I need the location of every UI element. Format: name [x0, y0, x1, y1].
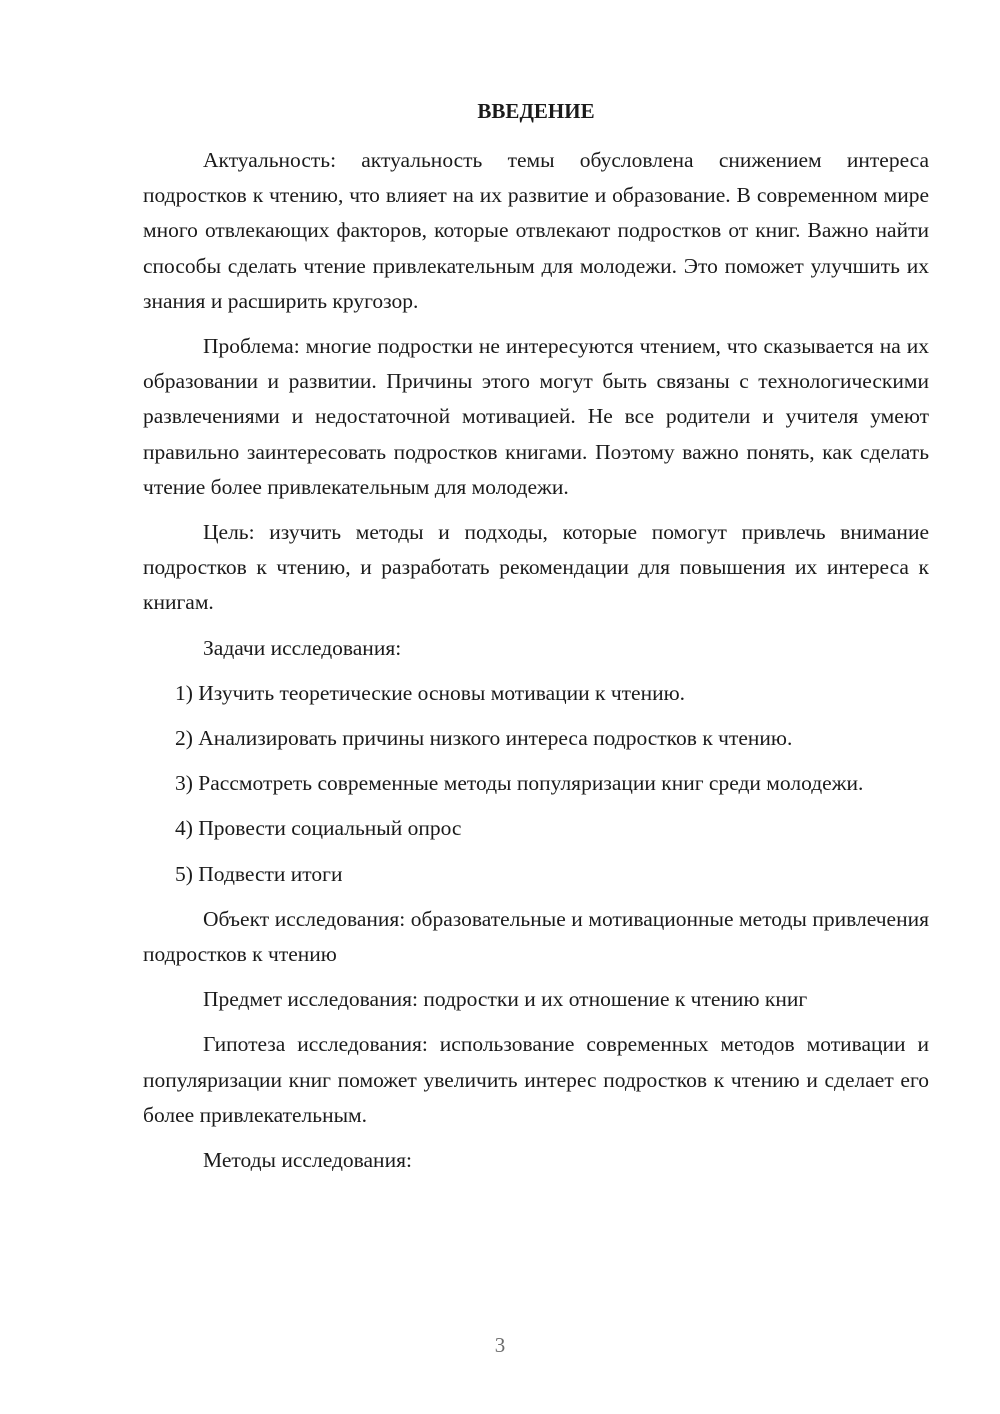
document-page	[143, 0, 929, 1414]
body-text	[143, 143, 929, 1188]
page-number: 3	[494, 1333, 506, 1357]
paragraph-relevance: Актуальность: актуальность темы обусловлена снижением интереса подростков к чтению, что влияет на их развитие и образование. В современном мире много отвлекающих факторов, которые отвлекают подростков от книг. Важно найти способы сделать чтение привлекательным для молодежи. Это поможет улучшить их знания и расширить кругозор.	[143, 148, 929, 313]
section-title: ВВЕДЕНИЕ	[477, 99, 595, 123]
paragraph-object: Объект исследования: образовательные и мотивационные методы привлечения подростков к чтению	[143, 906, 929, 967]
paragraph-problem: Проблема: многие подростки не интересуются чтением, что сказывается на их образовании и развитии. Причины этого могут быть связаны с технологическими развлечениями и недостаточной мотивацией. Не все родители и учителя умеют правильно заинтересовать подростков книгами. Поэтому важно понять, как сделать чтение более привлекательным для молодежи.	[143, 334, 929, 499]
paragraph-subject: Предмет исследования: подростки и их отношение к чтению книг	[203, 987, 808, 1012]
task-item-4: 4) Провести социальный опрос	[175, 816, 462, 841]
task-item-5: 5) Подвести итоги	[175, 861, 343, 886]
paragraph-methods: Методы исследования:	[203, 1148, 412, 1173]
paragraph-tasks-heading: Задачи исследования:	[203, 635, 402, 660]
task-item-1: 1) Изучить теоретические основы мотивации к чтению.	[175, 680, 686, 705]
task-item-3: 3) Рассмотреть современные методы популяризации книг среди молодежи.	[175, 771, 864, 796]
task-item-2: 2) Анализировать причины низкого интереса подростков к чтению.	[175, 726, 793, 751]
paragraph-hypothesis: Гипотеза исследования: использование современных методов мотивации и популяризации книг поможет увеличить интерес подростков к чтению и сделает его более привлекательным.	[143, 1032, 929, 1127]
paragraph-goal: Цель: изучить методы и подходы, которые помогут привлечь внимание подростков к чтению, и разработать рекомендации для повышения их интереса к книгам.	[143, 520, 929, 615]
